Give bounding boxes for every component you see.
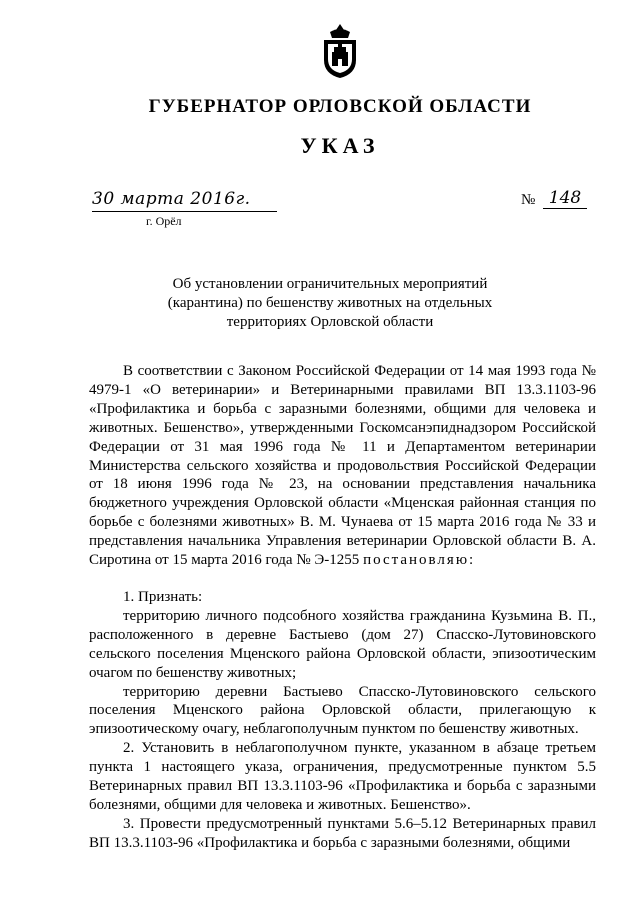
clause-2: 2. Установить в неблагополучном пункте, указанном в абзаце третьем пункта 1 настоящего указа, ограничения, предусмотренные пунктом 5.5 Ветеринарных правил ВП 13.3.1103-96 «Профилактика и борьба с заразными болезнями, общими для человека и животных. Бешенство». [89,740,596,813]
resolve-word: постановляю: [363,552,476,569]
decree-body [89,362,596,853]
decree-subject: Об установлении ограничительных мероприятий (карантина) по бешенству животных на отдельных территориях Орловской области [167,276,493,330]
clause-1-item-b: территорию деревни Бастыево Спасско-Лутовиновского сельского поселения Мценского района Орловской области, прилегающую к эпизоотическому очагу, неблагополучным пунктом по бешенству животных. [89,683,596,738]
clause-1-heading: 1. Признать: [123,588,203,605]
clause-3: 3. Провести предусмотренный пунктами 5.6–5.12 Ветеринарных правил ВП 13.3.1103-96 «Профилактика и борьба с заразными болезнями, общими [89,815,596,851]
preamble-paragraph [89,362,596,570]
document-type: УКАЗ [300,133,380,158]
issuer-title: ГУБЕРНАТОР ОРЛОВСКОЙ ОБЛАСТИ [148,96,532,117]
handwritten-date: 30 марта 2016г. [92,189,277,212]
handwritten-number: 148 [543,188,587,209]
preamble-text: В соответствии с Законом Российской Федерации от 14 мая 1993 года № 4979-1 «О ветеринарии» и Ветеринарными правилами ВП 13.3.1103-96 «Профилактика и борьба с заразными болезнями, общими для человека и животных. Бешенство», утвержденными Госкомсанэпиднадзором Российской Федерации от 31 мая 1996 года № 11 и Департаментом ветеринарии Министерства сельского хозяйства и продовольствия Российской Федерации от 18 июня 1996 года № 23, на основании представления начальника бюджетного учреждения Орловской области «Мценская районная станция по борьбе с болезнями животных» В. М. Чунаева от 15 марта 2016 года № 33 и представления начальника Управления ветеринарии Орловской области В. А. Сиротина от 15 марта 2016 года № Э-1255 [89,363,596,569]
coat-of-arms-icon [318,22,362,80]
clause-1-item-a: территорию личного подсобного хозяйства гражданина Кузьмина В. П., расположенного в деревне Бастыево (дом 27) Спасско-Лутовиновского сельского поселения Мценского района Орловской области, эпизоотическим очагом по бешенству животных; [89,607,596,681]
number-label: № [521,192,536,208]
city-label: г. Орёл [146,214,182,228]
